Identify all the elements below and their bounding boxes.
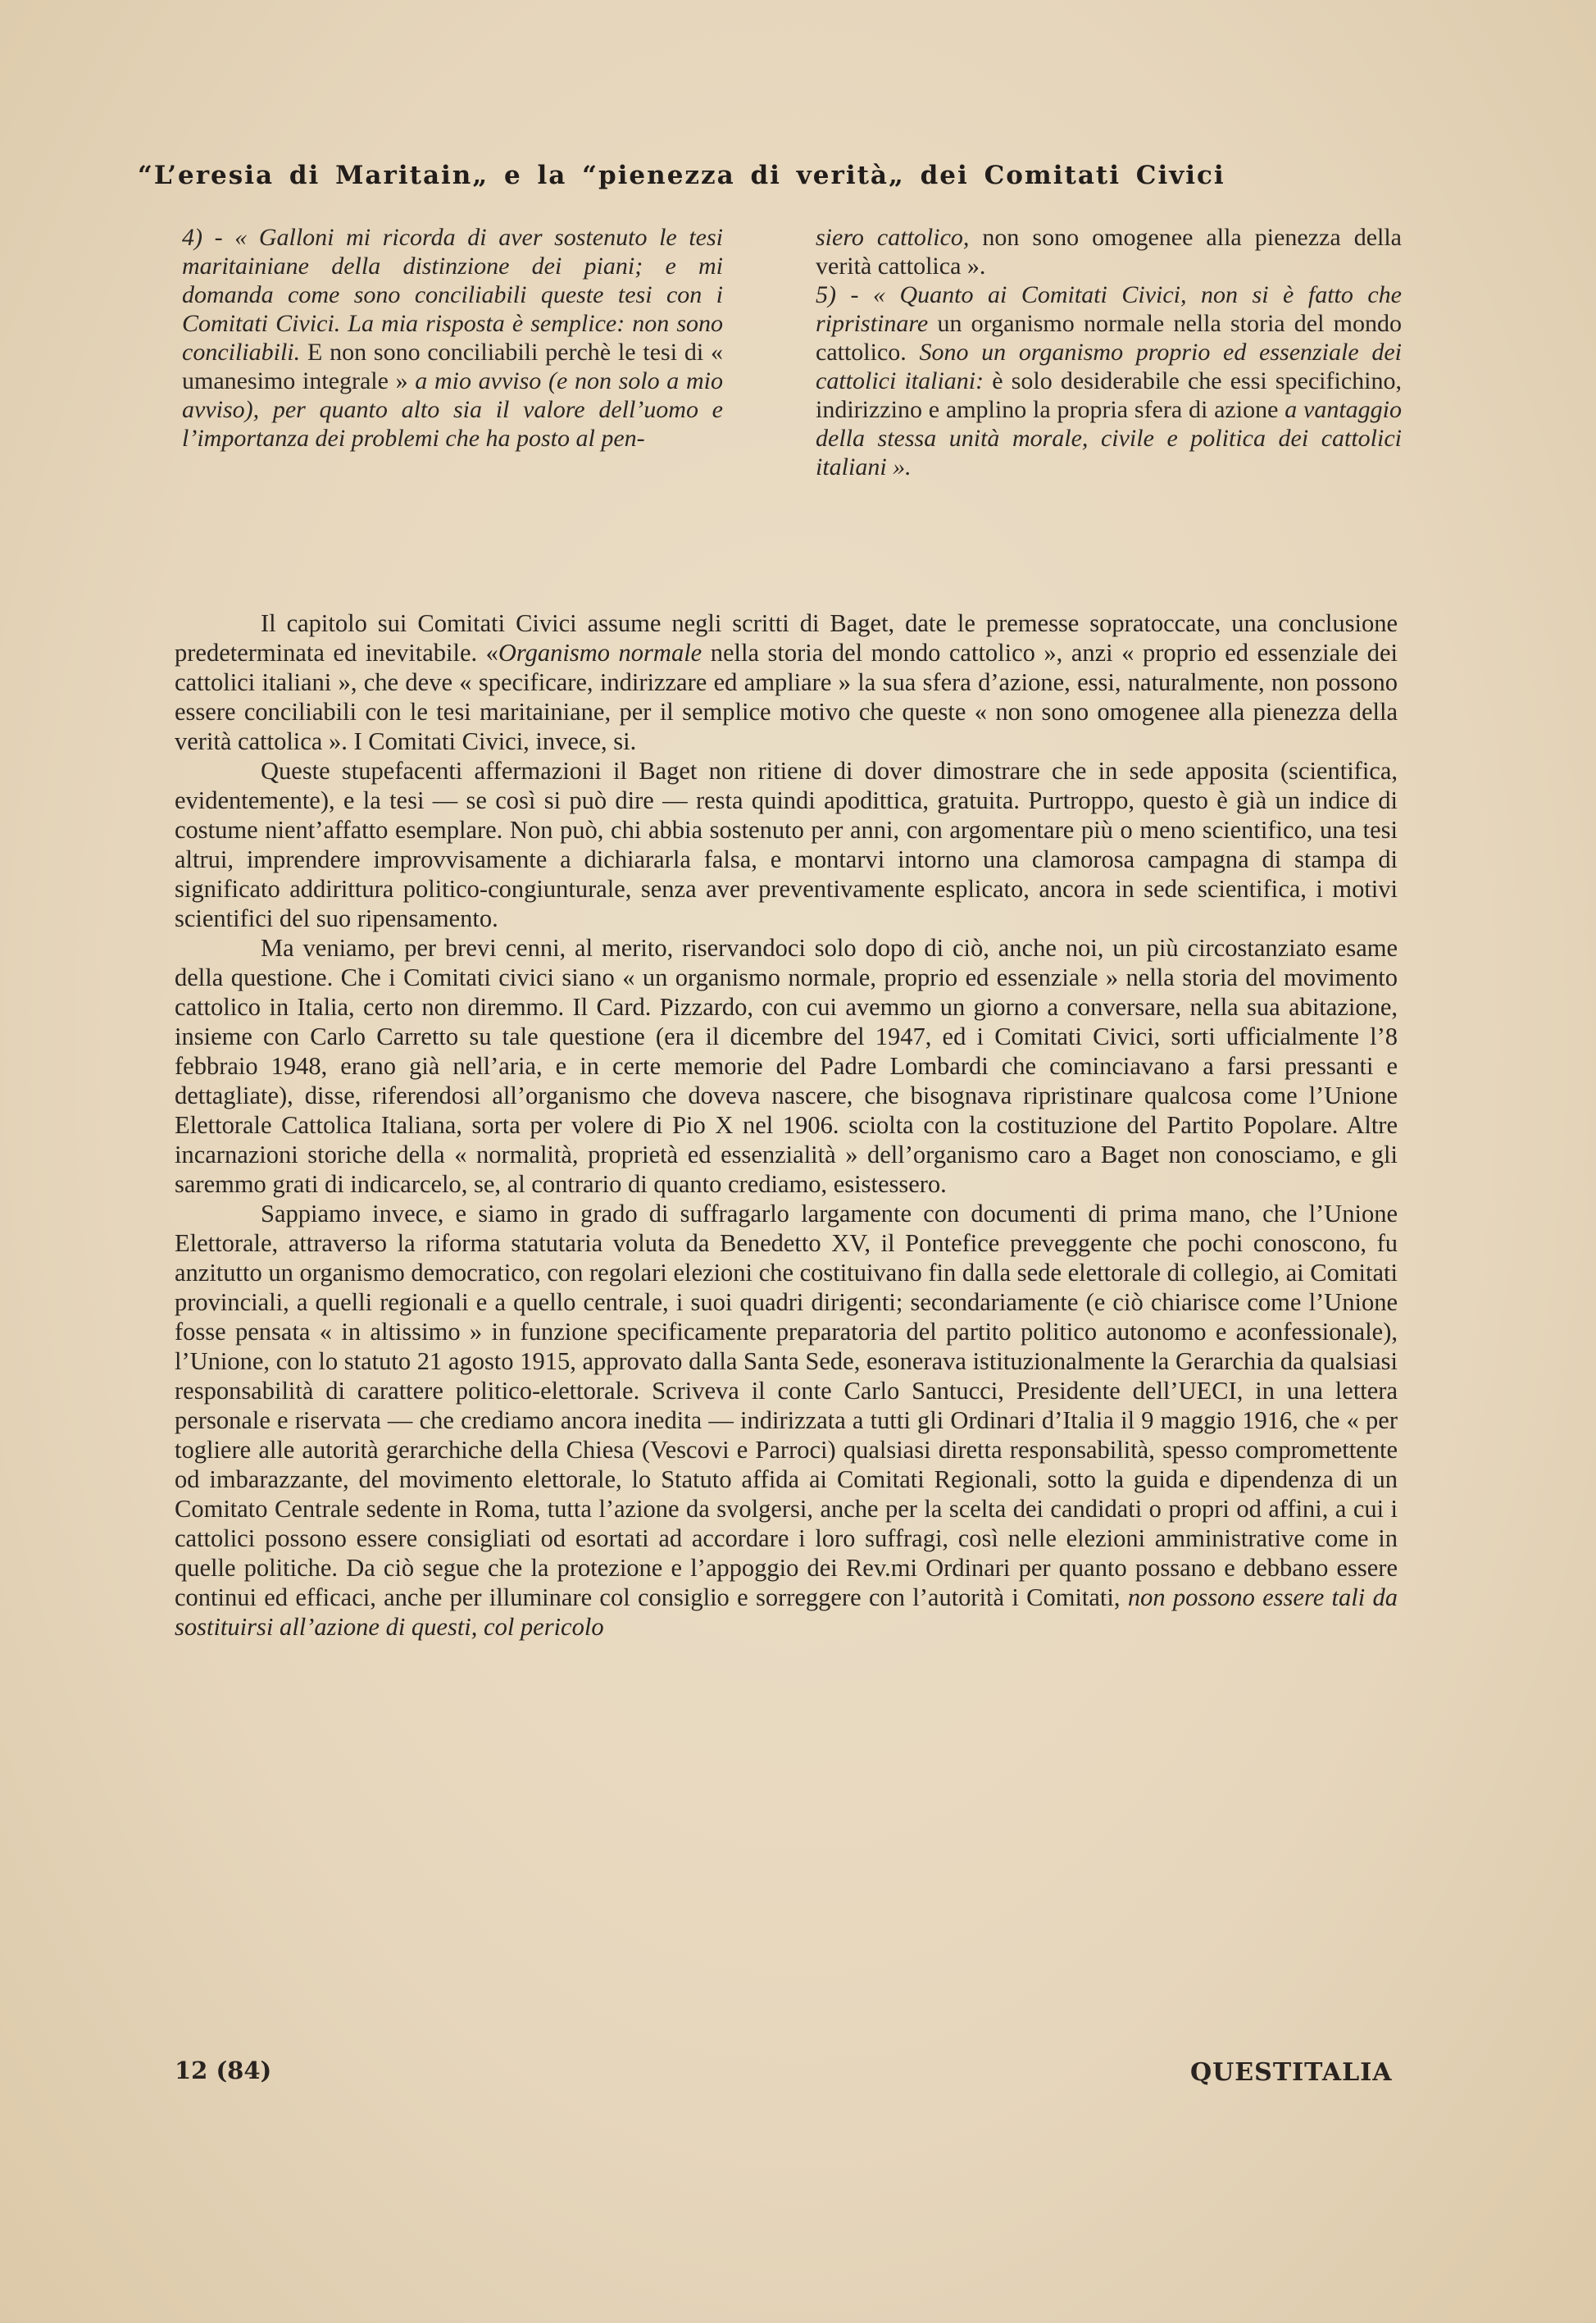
quote-left-text-3: a mio avviso (e non solo a mio avviso), per quanto alto sia il valore dell’uomo e l’importanza dei problemi che ha posto al pen- — [182, 367, 723, 452]
quote-right-text-2e: a vantaggio della stessa unità morale, civile e politica dei cattolici italiani ». — [816, 396, 1402, 481]
quote-right-text-2b: un organismo normale nella storia del mondo cattolico. — [816, 310, 1402, 366]
article-body — [175, 608, 1398, 1642]
quote-right-text-2d: è solo desiderabile che essi specifichino, indirizzino e amplino la propria sfera di azione — [816, 367, 1402, 423]
body-p4-text-a: Sappiamo invece, e siamo in grado di suffragarlo largamente con documenti di prima mano, che l’Unione Elettorale, attraverso la riforma statutaria voluta da Benedetto XV, il Pontefice preveggente che pochi conoscono, fu anzitutto un organismo democratico, con regolari elezioni che costituivano fin dalla sede elettorale di collegio, ai Comitati provinciali, a quelli regionali e a quello centrale, i suoi quadri dirigenti; secondariamente (e ciò chiarisce come l’Unione fosse pensata « in altissimo » in funzione specificamente preparatoria del partito politico autonomo e aconfessionale), l’Unione, con lo statuto 21 agosto 1915, approvato dalla Santa Sede, esonerava istituzionalmente la Gerarchia da qualsiasi responsabilità di carattere politico-elettorale. Scriveva il conte Carlo Santucci, Presidente dell’UECI, in una lettera personale e riservata — che crediamo ancora inedita — indirizzata a tutti gli Ordinari d’Italia il 9 maggio 1916, che « per togliere alle autorità gerarchiche della Chiesa (Vescovi e Parroci) qualsiasi diretta responsabilità, spesso compromettente od imbarazzante, del movimento elettorale, lo Statuto affida ai Comitati Regionali, sotto la guida e dipendenza di un Comitato Centrale sedente in Roma, tutta l’azione da svolgersi, anche per la scelta dei candidati o propri od affini, a cui i cattolici possono essere consigliati od esortati ad accordare i loro suffragi, così nelle elezioni amministrative come in quelle politiche. Da ciò segue che la protezione e l’appoggio dei Rev.mi Ordinari per quanto possano e debbano essere continui ed efficaci, anche per illuminare col consiglio e sorreggere con l’autorità i Comitati, — [175, 1200, 1398, 1611]
quote-right-text-1a: siero cattolico, — [816, 224, 970, 251]
quote-column-left — [182, 223, 723, 453]
body-paragraph-1 — [175, 608, 1398, 756]
body-paragraph-4 — [175, 1199, 1398, 1642]
page-number: 12 (84) — [175, 2057, 272, 2084]
quote-right-text-2c: Sono un organismo proprio ed essenziale dei cattolici italiani: — [816, 339, 1402, 394]
quote-right-text-1b: non sono omogenee alla pienezza della verità cattolica ». — [816, 224, 1402, 280]
journal-name: QUESTITALIA — [1190, 2058, 1393, 2087]
body-p1-text-b: Organismo normale — [498, 639, 703, 667]
body-p1-text-c: nella storia del mondo cattolico », anzi « proprio ed essenziale dei cattolici italiani », che deve « specificare, indirizzare ed ampliare » la sua sfera d’azione, essi, naturalmente, non possono essere conciliabili con le tesi maritainiane, per il semplice motivo che queste « non sono omogenee alla pienezza della verità cattolica ». I Comitati Civici, invece, si. — [175, 639, 1398, 755]
quote-column-right — [816, 223, 1402, 481]
body-paragraph-3: Ma veniamo, per brevi cenni, al merito, riservandoci solo dopo di ciò, anche noi, un più circostanziato esame della questione. Che i Comitati civici siano « un organismo normale, proprio ed essenziale » nella storia del movimento cattolico in Italia, certo non diremmo. Il Card. Pizzardo, con cui avemmo un giorno a conversare, nella sua abitazione, insieme con Carlo Carretto su tale questione (era il dicembre del 1947, ed i Comitati Civici, sorti ufficialmente l’8 febbraio 1948, erano già nell’aria, e in certe memorie del Padre Lombardi che cominciavano a farsi pressanti e dettagliate), disse, riferendosi all’organismo che doveva nascere, che bisognava ripristinare qualcosa come l’Unione Elettorale Cattolica Italiana, sorta per volere di Pio X nel 1906. sciolta con la costituzione del Partito Popolare. Altre incarnazioni storiche della « normalità, proprietà ed essenzialità » dell’organismo caro a Baget non conosciamo, e gli saremmo grati di indicarcelo, se, al contrario di quanto crediamo, esistessero. — [175, 934, 1398, 1198]
body-paragraph-2: Queste stupefacenti affermazioni il Baget non ritiene di dover dimostrare che in sede apposita (scientifica, evidentemente), e la tesi — se così si può dire — resta quindi apodittica, gratuita. Purtroppo, questo è già un indice di costume nient’affatto esemplare. Non può, chi abbia sostenuto per anni, con argomentare più o meno scientifico, una tesi altrui, imprendere improvvisamente a dichiararla falsa, e montarvi intorno una clamorosa campagna di stampa di significato addirittura politico-congiunturale, senza aver preventivamente esplicato, ancora in sede scientifica, i motivi scientifici del suo ripensamento. — [175, 757, 1398, 932]
body-p4-text-b: non possono essere tali da sostituirsi all’azione di questi, col pericolo — [175, 1583, 1398, 1641]
article-header: “L’eresia di Maritain„ e la “pienezza di verità„ dei Comitati Civici — [138, 161, 1225, 190]
quote-right-text-2a: 5) - « Quanto ai Comitati Civici, non si è fatto che ripristinare — [816, 281, 1402, 337]
quote-left-text-2: E non sono conciliabili perchè le tesi di « umanesimo integrale » — [182, 339, 723, 394]
quote-left-text-1: 4) - « Galloni mi ricorda di aver sostenuto le tesi maritainiane della distinzione dei piani; e mi domanda come sono conciliabili queste tesi con i Comitati Civici. La mia risposta è semplice: non sono conciliabili. — [182, 224, 723, 366]
body-p1-text-a: Il capitolo sui Comitati Civici assume negli scritti di Baget, date le premesse sopratoccate, una conclusione predeterminata ed inevitabile. « — [175, 609, 1398, 667]
